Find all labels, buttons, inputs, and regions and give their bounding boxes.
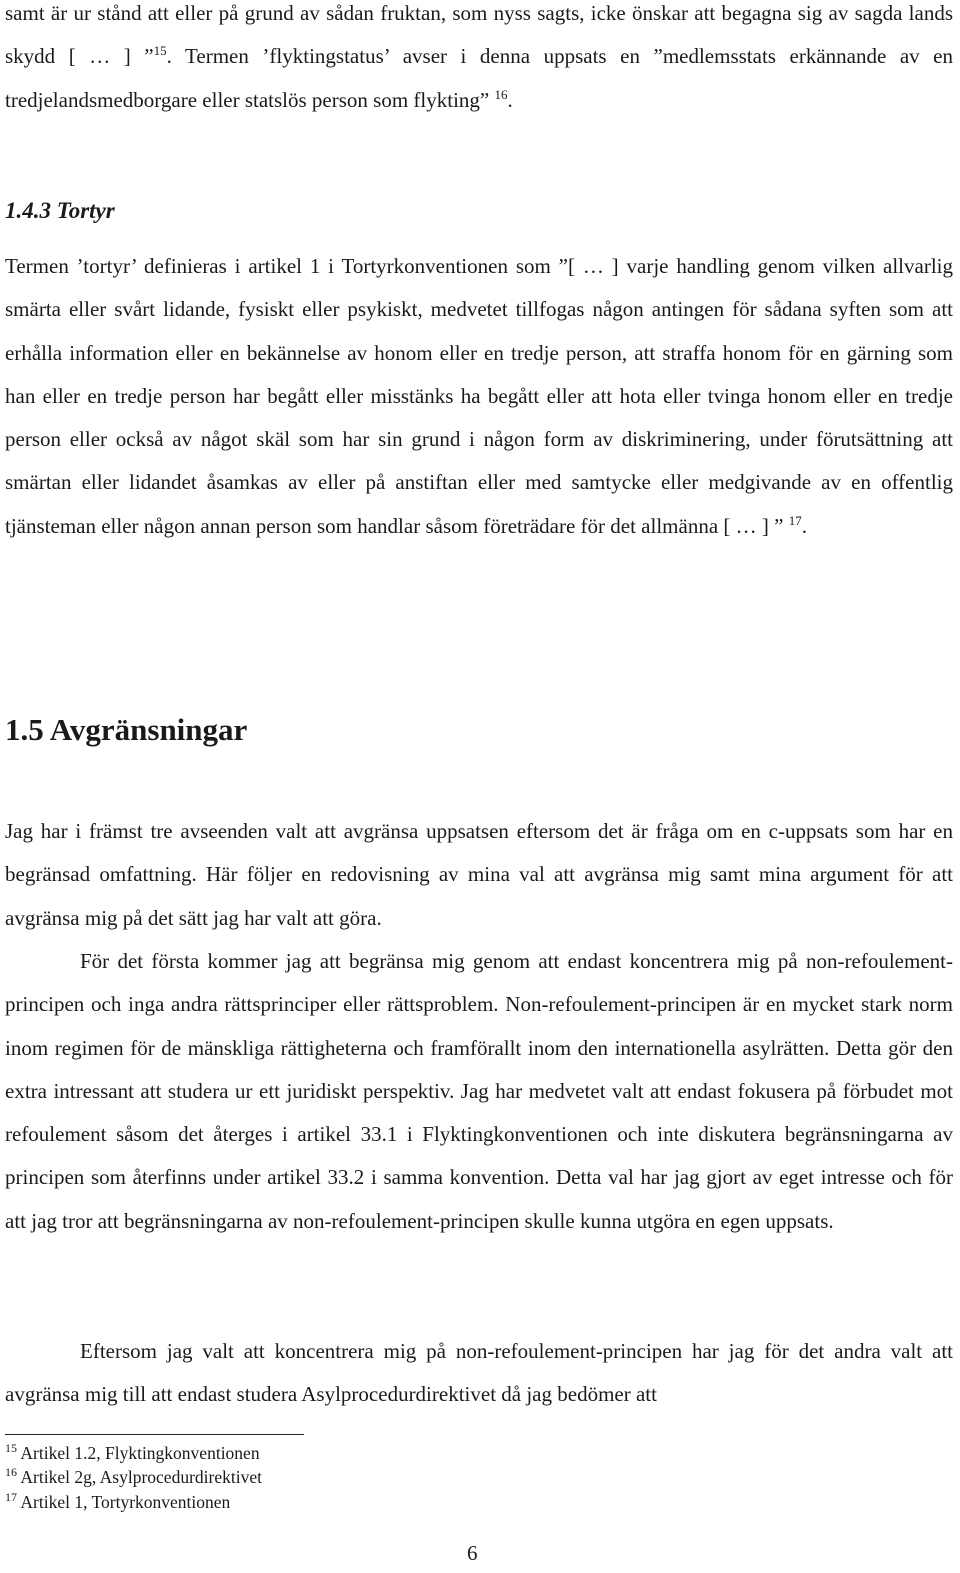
avgransningar-paragraph-2: För det första kommer jag att begränsa mig genom att endast koncentrera mig på non-refoulement-principen och inga andra rättsprinciper eller rättsproblem. Non-refoulement-principen är en mycket stark norm inom regimen för de mänskliga rättigheterna och framförallt inom den internationella asylrätten. Detta gör den extra intressant att studera ur ett juridiskt perspektiv. Jag har medvetet valt att endast fokusera på förbudet mot refoulement såsom det återges i artikel 33.1 i Flyktingkonventionen och inte diskutera begränsningarna av principen som återfinns under artikel 33.2 i samma konvention. Detta val har jag gjort av eget intresse och för att jag tror att begränsningarna av non-refoulement-principen skulle kunna utgöra en egen uppsats. [5,949,953,1233]
continuation-paragraph [5,0,953,122]
continuation-text-2: . Termen ’flyktingstatus’ avser i denna uppsats en ”medlemsstats erkännande av en tredjelandsmedborgare eller statslös person som flykting” [5,44,953,112]
tortyr-body: Termen ’tortyr’ definieras i artikel 1 i Tortyrkonventionen som ”[ … ] varje handling genom vilken allvarlig smärta eller svårt lidande, fysiskt eller psykiskt, medvetet tillfogas någon antingen för sådana syften som att erhålla information eller en bekännelse av honom eller en tredje person, att straffa honom för en gärning som han eller en tredje person har begått eller misstänks ha begått eller att hota eller tvinga honom eller en tredje person eller också av något skäl som har sin grund i någon form av diskriminering, under förutsättning att smärtan eller lidandet åsamkas av eller på anstiftan eller med samtycke eller medgivande av en offentlig tjänsteman eller någon annan person som handlar såsom företrädare för det allmänna [ … ] ” [5,254,953,538]
footnote-ref-17[interactable]: 17 [788,512,802,528]
page-number: 6 [467,1541,478,1565]
section-heading-1-4-3: 1.4.3 Tortyr [5,198,115,223]
tortyr-paragraph [5,245,953,548]
tortyr-end: . [801,513,807,538]
avgransningar-paragraph-3: Eftersom jag valt att koncentrera mig på non-refoulement-principen har jag för det andra valt att avgränsa mig till att endast studera Asylprocedurdirektivet då jag bedömer att [5,1339,953,1407]
continuation-text-1: samt är ur stånd att eller på grund av sådan fruktan, som nyss sagts, icke önskar att begagna sig av sagda lands skydd [ … ] ” [5,1,953,69]
footnote-17: $^{17}$ Artikel 1, Tortyrkonventionen [5,1489,231,1512]
footnote-15: $^{15}$ Artikel 1.2, Flyktingkonventionen [5,1441,260,1463]
footnote-16: $^{16}$ Artikel 2g, Asylprocedurdirektivet [5,1465,262,1488]
footnotes [5,1441,605,1514]
footnote-ref-16[interactable]: 16 [494,86,508,102]
footnote-ref-15[interactable]: 15 [153,43,167,59]
footnote-divider [5,1434,304,1435]
section-heading-1-5: 1.5 Avgränsningar [5,712,248,747]
avgransningar-paragraph-1: Jag har i främst tre avseenden valt att avgränsa uppsatsen eftersom det är fråga om en c-uppsats som har en begränsad omfattning. Här följer en redovisning av mina val att avgränsa mig samt mina argument för att avgränsa mig på det sätt jag har valt att göra. [5,819,953,930]
continuation-text-end: . [507,87,513,112]
